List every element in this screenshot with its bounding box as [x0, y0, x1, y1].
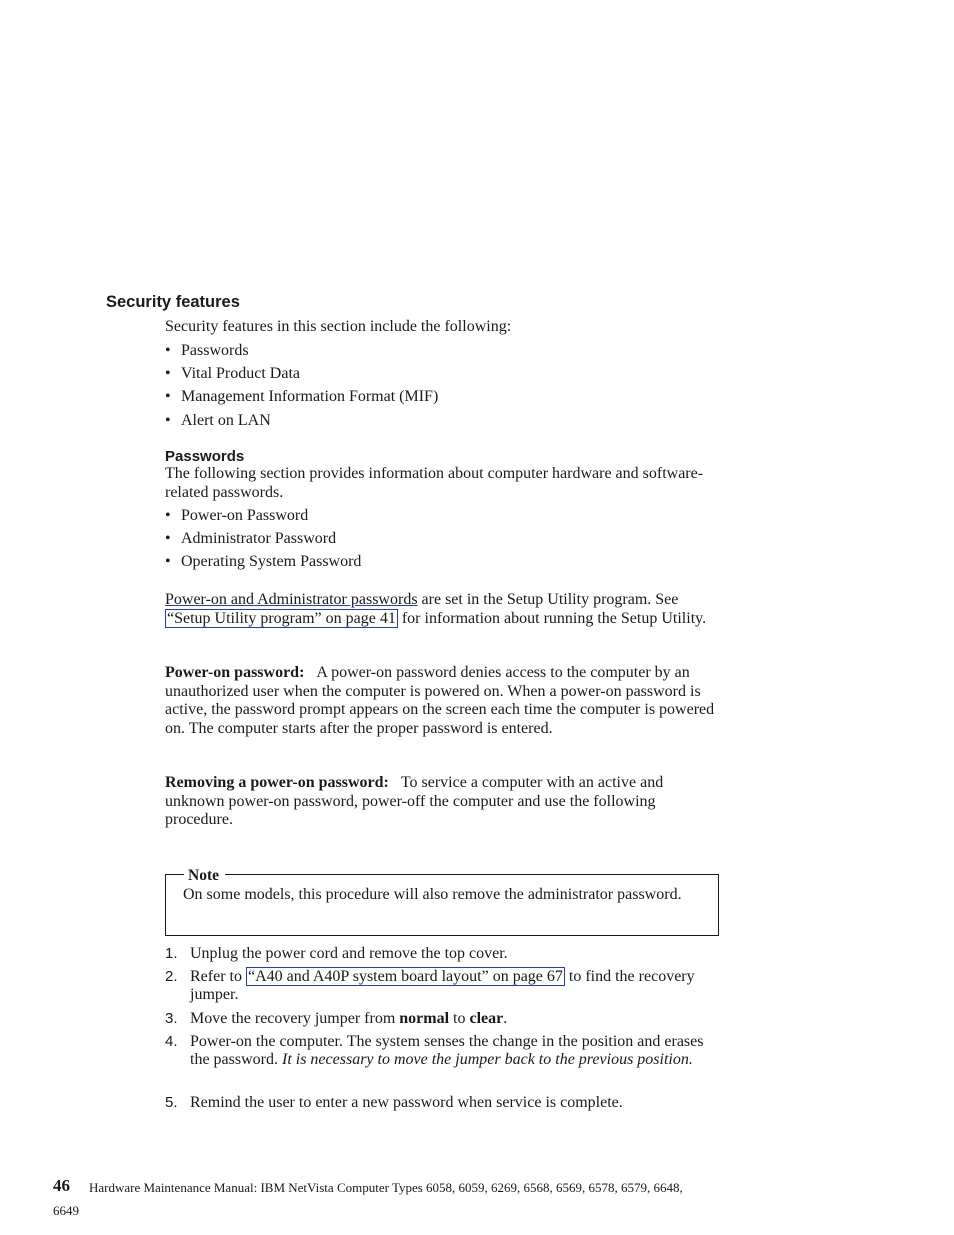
step-item	[165, 968, 720, 1005]
step-text	[190, 968, 720, 1005]
step-item	[165, 1033, 720, 1070]
passwords-intro: The following section provides information about computer hardware and software-related passwords.	[165, 465, 704, 501]
step-item	[165, 1010, 720, 1028]
list-item-text: Vital Product Data	[181, 365, 301, 382]
setup-text: are set in the Setup Utility program. See	[417, 591, 679, 608]
step-italic-note: It is necessary to move the jumper back to the previous position.	[281, 1051, 693, 1069]
poweron-paragraph	[165, 664, 720, 738]
list-item: • Operating System Password	[165, 553, 362, 570]
step-number: 2.	[165, 968, 178, 985]
setup-utility-link[interactable]: “Setup Utility program” on page 41	[167, 609, 396, 627]
list-item: • Power-on Password	[165, 507, 309, 524]
footer-title: Hardware Maintenance Manual: IBM NetVista Computer Types 6058, 6059, 6269, 6568, 6569, 6578, 6579, 6648,	[89, 1180, 683, 1195]
step-text-part: Power-on the computer. The system senses the change in the position and erases the password.	[190, 1033, 704, 1069]
board-layout-link[interactable]: “A40 and A40P system board layout” on page 67	[247, 968, 563, 985]
step-text	[190, 1010, 720, 1028]
intro-text: Security features in this section include the following:	[165, 318, 512, 335]
step-text-part: .	[503, 1010, 508, 1027]
poweron-label: Power-on password:	[165, 664, 305, 681]
list-item-text: Power-on Password	[181, 507, 309, 524]
step-bold-normal: normal	[399, 1010, 450, 1027]
note-box	[165, 874, 719, 936]
list-item: • Administrator Password	[165, 530, 337, 547]
removing-text: To service a computer with an active and unknown power-on password, power-off the computer and use the following procedure.	[165, 774, 664, 829]
list-item: • Alert on LAN	[165, 412, 271, 429]
list-item-text: Operating System Password	[181, 553, 362, 570]
step-number: 1.	[165, 945, 178, 962]
passwords-heading: Passwords	[165, 448, 245, 465]
page-number: 46	[53, 1176, 70, 1195]
list-item-text: Management Information Format (MIF)	[181, 388, 439, 405]
step-item	[165, 1094, 720, 1112]
step-text-part: to	[449, 1010, 470, 1027]
setup-text: for information about running the Setup Utility.	[397, 609, 707, 627]
list-item: • Passwords	[165, 342, 249, 359]
list-item-text: Alert on LAN	[181, 412, 271, 429]
section-title: Security features	[106, 293, 240, 311]
list-item-text: Passwords	[181, 342, 249, 359]
note-label: Note	[184, 867, 225, 885]
list-item-text: Administrator Password	[181, 530, 337, 547]
step-text-part: Refer to	[190, 968, 246, 985]
step-number: 5.	[165, 1094, 178, 1111]
footer-title-cont: 6649	[53, 1203, 79, 1218]
step-text: Unplug the power cord and remove the top cover.	[190, 945, 508, 962]
step-text: Remind the user to enter a new password when service is complete.	[190, 1094, 623, 1111]
step-item	[165, 945, 720, 963]
setup-paragraph	[165, 591, 710, 628]
step-number: 4.	[165, 1033, 178, 1050]
step-text	[190, 1033, 720, 1070]
step-text-part: Move the recovery jumper from	[190, 1010, 400, 1027]
poweron-text: A power-on password denies access to the computer by an unauthorized user when the computer is powered on. When a power-on password is active, the password prompt appears on the screen each time the computer is powered on. The computer starts after the proper password is entered.	[165, 664, 715, 737]
list-item: • Vital Product Data	[165, 365, 301, 382]
step-text-part: to find the recovery jumper.	[190, 968, 695, 1004]
removing-label: Removing a power-on password:	[165, 774, 389, 791]
removing-paragraph	[165, 774, 715, 830]
list-item: • Management Information Format (MIF)	[165, 388, 439, 405]
note-text: On some models, this procedure will also remove the administrator password.	[183, 886, 682, 903]
step-bold-clear: clear	[469, 1010, 504, 1027]
step-number: 3.	[165, 1010, 178, 1027]
setup-inline-link[interactable]: Power-on and Administrator passwords	[165, 591, 418, 608]
